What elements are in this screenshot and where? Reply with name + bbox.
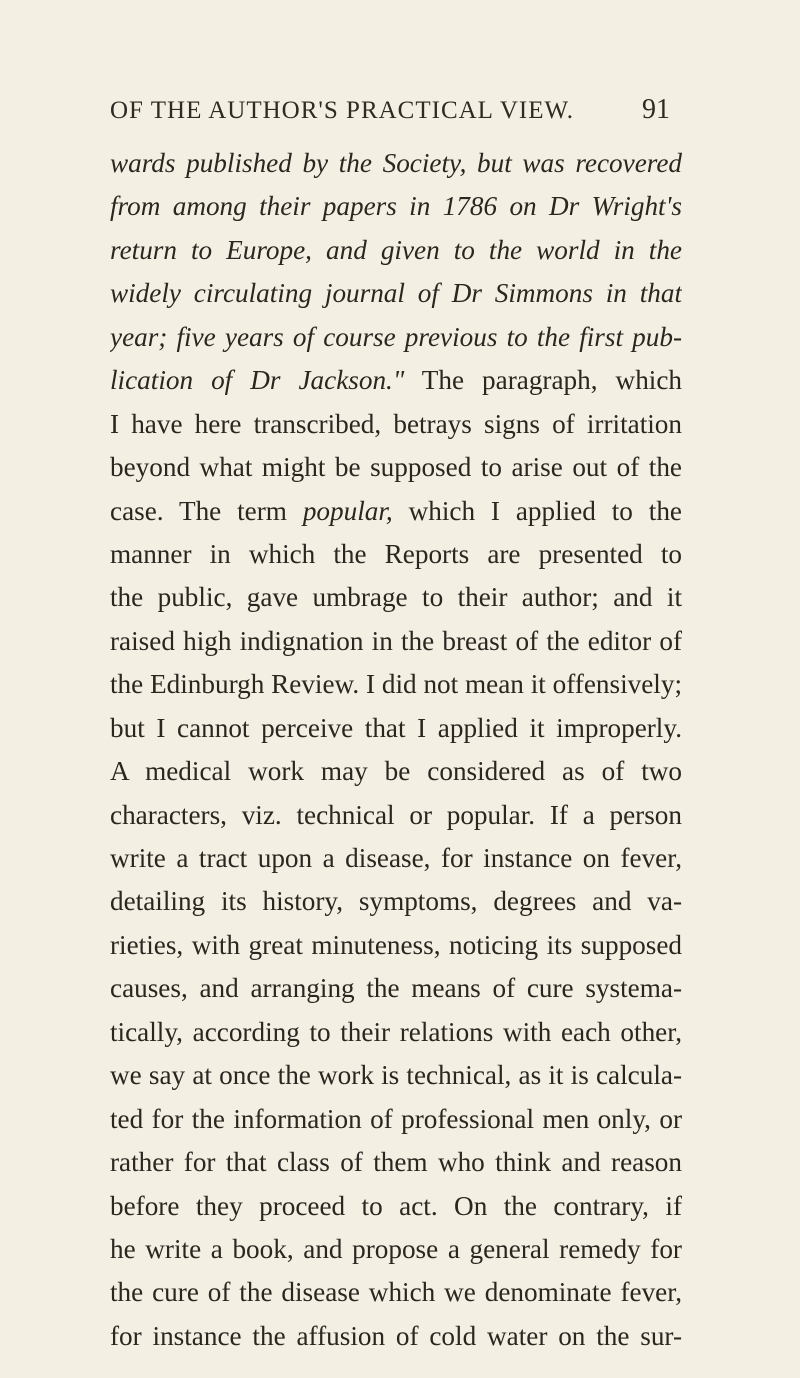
text-line [110,359,682,402]
text-line [110,620,682,663]
text-line [110,967,682,1010]
text-segment: raised high indignation in the breast of the editor of [110,625,682,656]
text-line [110,576,682,619]
text-line [110,663,682,706]
text-segment: lication of Dr Jackson." [110,365,405,396]
text-segment: popular, [302,495,393,526]
text-segment: the public, gave umbrage to their author; and it [110,582,682,613]
text-segment: from among their papers in 1786 on Dr Wright's [110,191,682,222]
text-line [110,1315,682,1358]
text-line [110,1185,682,1228]
text-line [110,924,682,967]
text-line [110,185,682,228]
text-line [110,880,682,923]
text-segment: ted for the information of professional men only, or [110,1103,682,1134]
text-segment: tically, according to their relations with each other, [110,1016,682,1047]
text-line [110,707,682,750]
text-segment: but I cannot perceive that I applied it improperly. [110,712,682,743]
text-line [110,446,682,489]
text-line [110,272,682,315]
page-number: 91 [642,94,670,125]
text-segment: return to Europe, and given to the world in the [110,234,682,265]
text-segment: causes, and arranging the means of cure systema- [110,973,682,1004]
text-line [110,1011,682,1054]
text-line [110,403,682,446]
text-segment: beyond what might be supposed to arise out of the [110,452,682,483]
text-segment: detailing its history, symptoms, degrees and va- [110,886,682,917]
text-segment: rather for that class of them who think and reason [110,1147,682,1178]
text-segment: year; five years of course previous to the first pub- [110,321,682,352]
text-segment: we say at once the work is technical, as it is calcula- [110,1060,682,1091]
text-line [110,316,682,359]
text-line [110,794,682,837]
text-segment: he write a book, and propose a general remedy for [110,1233,682,1264]
text-line [110,533,682,576]
text-segment: write a tract upon a disease, for instance on fever, [110,843,682,873]
text-line [110,1271,682,1314]
text-line [110,1141,682,1184]
text-segment: manner in which the Reports are presented to [110,538,682,569]
text-segment: I have here transcribed, betrays signs of irritation [110,408,682,439]
text-line [110,142,682,185]
text-segment: rieties, with great minuteness, noticing its supposed [110,929,682,960]
text-line [110,1228,682,1271]
running-title: OF THE AUTHOR'S PRACTICAL VIEW. [110,97,575,124]
text-line [110,750,682,793]
text-segment: The paragraph, which [404,365,682,396]
text-segment: the cure of the disease which we denominate fever, [110,1277,682,1308]
text-segment: widely circulating journal of Dr Simmons in that [110,278,682,309]
running-header [110,94,670,126]
text-segment: which I applied to the [392,495,682,526]
text-segment: before they proceed to act. On the contrary, if [110,1190,682,1221]
text-line [110,1098,682,1141]
body-text [110,142,682,1358]
text-segment: characters, viz. technical or popular. If a person [110,799,682,830]
text-segment: case. The term [110,495,303,526]
text-segment: A medical work may be considered as of two [110,756,682,787]
text-line [110,1054,682,1097]
text-line [110,229,682,272]
text-segment: wards published by the Society, but was recovered [110,148,682,178]
text-segment: for instance the affusion of cold water on the sur- [110,1320,682,1351]
text-line [110,490,682,533]
text-line [110,837,682,880]
text-segment: the Edinburgh Review. I did not mean it offensively; [110,669,682,700]
